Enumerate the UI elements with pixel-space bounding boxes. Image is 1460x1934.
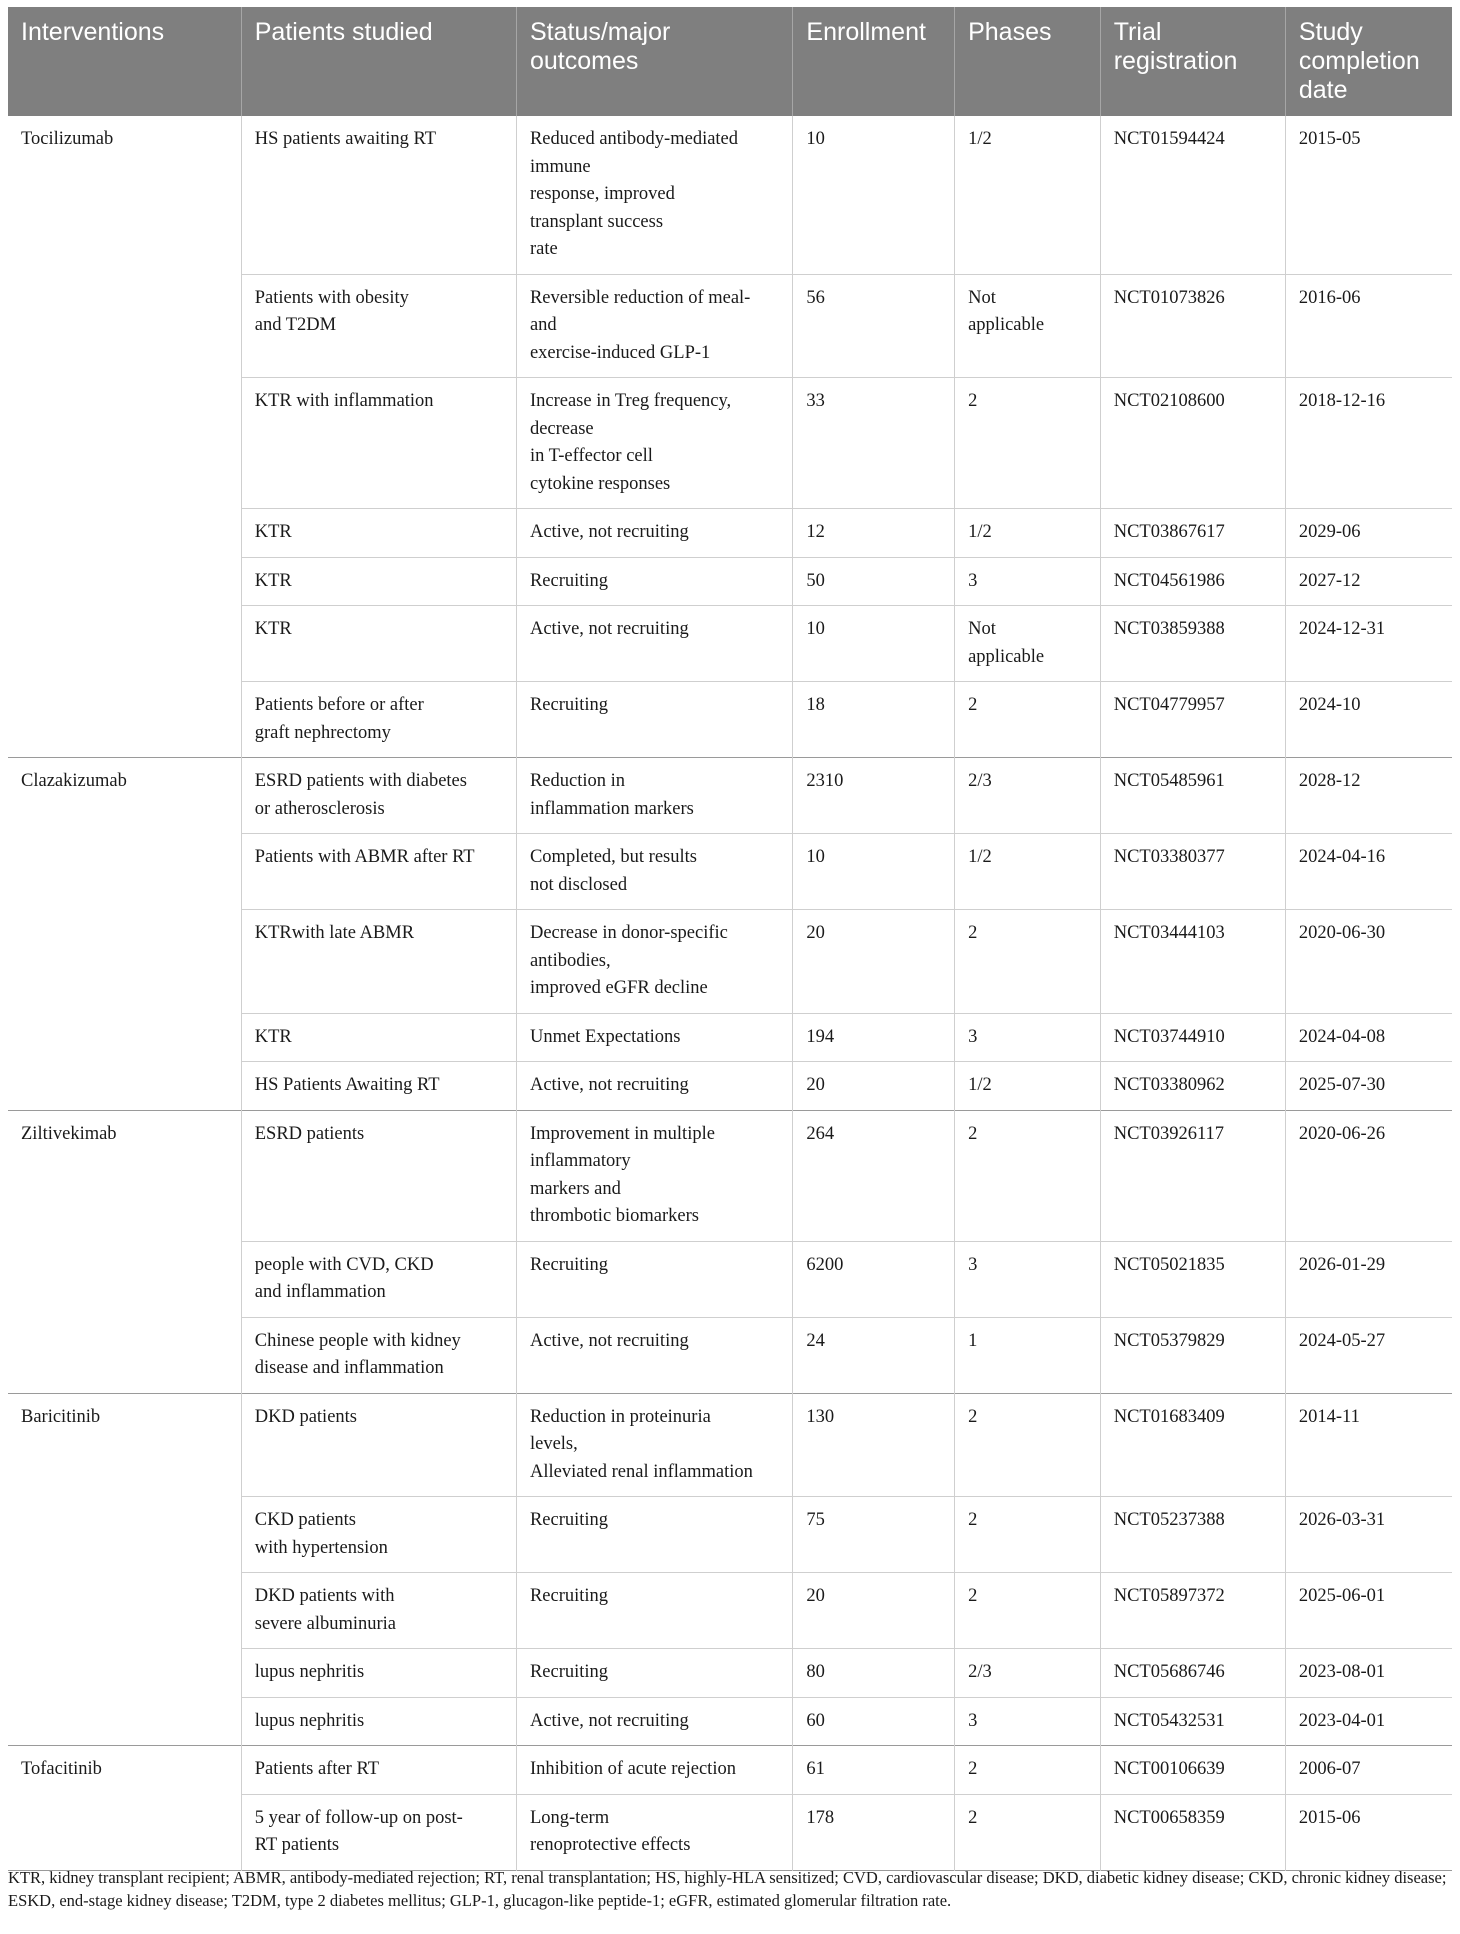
text-line: 1/2	[968, 129, 992, 149]
registration-cell: NCT05897372	[1100, 1573, 1285, 1649]
patients-cell	[241, 1062, 516, 1111]
text-line: Interventions	[21, 18, 165, 46]
patients-cell	[241, 116, 516, 274]
patients-cell	[241, 557, 516, 606]
phases-cell	[955, 1697, 1101, 1746]
completion-date-cell: 2016-06	[1285, 274, 1452, 378]
text-line: Long-term	[529, 1807, 610, 1828]
table-row	[8, 116, 1452, 274]
header-trial-registration	[1100, 7, 1285, 116]
text-line: Recruiting	[529, 570, 609, 591]
status-cell	[516, 1062, 792, 1111]
patients-cell	[241, 1393, 516, 1497]
phases-cell	[955, 682, 1101, 758]
enrollment-cell: 33	[793, 378, 955, 509]
completion-date-cell: 2025-07-30	[1285, 1062, 1452, 1111]
text-line: Phases	[968, 18, 1052, 46]
text-line: 3	[968, 570, 978, 591]
text-line: Study	[1298, 18, 1363, 46]
phases-cell	[955, 834, 1101, 910]
text-line: applicable	[968, 315, 1045, 335]
text-line: and	[529, 315, 557, 335]
text-line: ESRD patients with diabetes	[254, 771, 467, 791]
patients-cell	[241, 1697, 516, 1746]
completion-date-cell: 2018-12-16	[1285, 378, 1452, 509]
phases-cell	[955, 1794, 1101, 1870]
completion-date-cell: 2023-08-01	[1285, 1649, 1452, 1698]
text-line: Alleviated renal inflammation	[529, 1461, 753, 1482]
enrollment-cell: 12	[793, 509, 955, 558]
text-line: Chinese people with kidney	[254, 1330, 461, 1351]
text-line: Patients after RT	[254, 1759, 379, 1779]
text-line: Active, not recruiting	[529, 1330, 689, 1351]
text-line: Recruiting	[529, 1662, 609, 1682]
text-line: Not	[968, 619, 996, 639]
registration-cell: NCT05021835	[1100, 1241, 1285, 1317]
registration-cell: NCT01683409	[1100, 1393, 1285, 1497]
text-line: DKD patients	[254, 1406, 357, 1427]
registration-cell: NCT05432531	[1100, 1697, 1285, 1746]
phases-cell	[955, 1013, 1101, 1062]
text-line: KTR	[254, 1026, 292, 1047]
registration-cell: NCT01594424	[1100, 116, 1285, 274]
text-line: rate	[529, 239, 558, 259]
text-line: ESRD patients	[254, 1123, 365, 1144]
enrollment-cell: 10	[793, 116, 955, 274]
text-line: Decrease in donor-specific	[529, 923, 728, 943]
status-cell	[516, 1497, 792, 1573]
status-cell	[516, 1697, 792, 1746]
table-row	[8, 1110, 1452, 1241]
text-line: inflammation markers	[529, 798, 694, 819]
status-cell	[516, 682, 792, 758]
text-line: Active, not recruiting	[529, 1075, 689, 1095]
text-line: 1/2	[968, 522, 992, 542]
status-cell	[516, 758, 792, 834]
enrollment-cell: 20	[793, 1573, 955, 1649]
phases-cell	[955, 274, 1101, 378]
enrollment-cell: 24	[793, 1317, 955, 1393]
registration-cell: NCT05237388	[1100, 1497, 1285, 1573]
patients-cell	[241, 274, 516, 378]
text-line: Trial	[1113, 18, 1162, 46]
completion-date-cell: 2006-07	[1285, 1746, 1452, 1795]
text-line: graft nephrectomy	[254, 722, 391, 743]
enrollment-cell: 130	[793, 1393, 955, 1497]
status-cell	[516, 1393, 792, 1497]
text-line: in T-effector cell	[529, 446, 653, 466]
text-line: Not	[968, 287, 996, 308]
text-line: Reduced antibody-mediated	[529, 129, 739, 149]
phases-cell	[955, 378, 1101, 509]
text-line: Recruiting	[529, 695, 609, 715]
status-cell	[516, 116, 792, 274]
text-line: 2	[968, 1759, 978, 1779]
text-line: 3	[968, 1254, 978, 1275]
patients-cell	[241, 1497, 516, 1573]
header-patients-studied	[241, 7, 516, 116]
text-line: 2	[968, 1406, 978, 1427]
status-cell	[516, 274, 792, 378]
table-row	[8, 758, 1452, 834]
text-line: Active, not recruiting	[529, 619, 689, 639]
text-line: thrombotic biomarkers	[529, 1206, 699, 1226]
intervention-cell: Tofacitinib	[8, 1746, 241, 1871]
text-line: immune	[529, 156, 591, 177]
patients-cell	[241, 1241, 516, 1317]
phases-cell	[955, 606, 1101, 682]
registration-cell: NCT01073826	[1100, 274, 1285, 378]
registration-cell: NCT05379829	[1100, 1317, 1285, 1393]
status-cell	[516, 1317, 792, 1393]
registration-cell: NCT03380377	[1100, 834, 1285, 910]
registration-cell: NCT03444103	[1100, 910, 1285, 1014]
text-line: Inhibition of acute rejection	[529, 1759, 736, 1779]
text-line: Recruiting	[529, 1510, 609, 1530]
completion-date-cell: 2026-03-31	[1285, 1497, 1452, 1573]
text-line: or atherosclerosis	[254, 798, 385, 819]
clinical-trials-table	[8, 7, 1452, 1871]
enrollment-cell: 6200	[793, 1241, 955, 1317]
text-line: response, improved	[529, 184, 675, 204]
text-line: Patients with obesity	[254, 287, 409, 308]
text-line: 2	[968, 1807, 978, 1828]
text-line: with hypertension	[254, 1537, 388, 1558]
text-line: applicable	[968, 646, 1045, 667]
text-line: Status/major	[529, 18, 671, 46]
patients-cell	[241, 758, 516, 834]
text-line: Patients studied	[254, 18, 433, 46]
intervention-cell: Tocilizumab	[21, 129, 114, 149]
intervention-cell: Ziltivekimab	[8, 1110, 241, 1393]
text-line: 2	[968, 923, 978, 943]
text-line: Active, not recruiting	[529, 522, 689, 542]
text-line: HS patients awaiting RT	[254, 129, 437, 149]
text-line: 2/3	[968, 1662, 992, 1682]
text-line: Reversible reduction of meal-	[529, 287, 751, 308]
text-line: CKD patients	[254, 1510, 356, 1530]
status-cell	[516, 1013, 792, 1062]
completion-date-cell: 2023-04-01	[1285, 1697, 1452, 1746]
table-row	[8, 1393, 1452, 1497]
table-footnote: KTR, kidney transplant recipient; ABMR, antibody-mediated rejection; RT, renal transplantation; HS, highly-HLA sensitized; CVD, cardiovascular disease; DKD, diabetic kidney disease; CKD, chronic kidney disease; ESKD, end-stage kidney disease; T2DM, type 2 diabetes mellitus; GLP-1, glucagon-like peptide-1; eGFR, estimated glomerular filtration rate.	[8, 1868, 1447, 1910]
text-line: RT patients	[254, 1835, 340, 1855]
phases-cell	[955, 1746, 1101, 1795]
text-line: inflammatory	[529, 1151, 631, 1171]
text-line: and T2DM	[254, 315, 337, 335]
status-cell	[516, 1649, 792, 1698]
patients-cell	[241, 1746, 516, 1795]
patients-cell	[241, 1794, 516, 1870]
text-line: date	[1298, 76, 1348, 104]
text-line: lupus nephritis	[254, 1662, 365, 1682]
phases-cell	[955, 1573, 1101, 1649]
header-interventions	[8, 7, 241, 116]
text-line: Patients before or after	[254, 695, 424, 715]
text-line: Patients with ABMR after RT	[254, 847, 475, 867]
text-line: 3	[968, 1026, 978, 1047]
completion-date-cell: 2026-01-29	[1285, 1241, 1452, 1317]
text-line: DKD patients with	[254, 1586, 395, 1606]
patients-cell	[241, 1110, 516, 1241]
text-line: antibodies,	[529, 950, 611, 971]
phases-cell	[955, 1393, 1101, 1497]
status-cell	[516, 834, 792, 910]
text-line: 2/3	[968, 771, 992, 791]
enrollment-cell: 18	[793, 682, 955, 758]
status-cell	[516, 1573, 792, 1649]
text-line: Increase in Treg frequency,	[529, 391, 732, 411]
text-line: registration	[1113, 47, 1238, 75]
completion-date-cell: 2024-10	[1285, 682, 1452, 758]
text-line: 2	[968, 1586, 978, 1606]
text-line: Completed, but results	[529, 847, 697, 867]
status-cell	[516, 378, 792, 509]
patients-cell	[241, 1649, 516, 1698]
completion-date-cell: 2024-12-31	[1285, 606, 1452, 682]
text-line: Unmet Expectations	[529, 1026, 681, 1047]
status-cell	[516, 910, 792, 1014]
enrollment-cell: 10	[793, 834, 955, 910]
phases-cell	[955, 1110, 1101, 1241]
text-line: markers and	[529, 1178, 621, 1199]
enrollment-cell: 10	[793, 606, 955, 682]
text-line: lupus nephritis	[254, 1710, 365, 1731]
patients-cell	[241, 606, 516, 682]
header-enrollment	[793, 7, 955, 116]
completion-date-cell: 2015-05	[1285, 116, 1452, 274]
completion-date-cell: 2029-06	[1285, 509, 1452, 558]
text-line: 2	[968, 1123, 978, 1144]
enrollment-cell: 178	[793, 1794, 955, 1870]
text-line: 3	[968, 1710, 978, 1731]
text-line: disease and inflammation	[254, 1358, 444, 1378]
header-study-completion-date	[1285, 7, 1452, 116]
status-cell	[516, 606, 792, 682]
text-line: Recruiting	[529, 1254, 609, 1275]
enrollment-cell: 56	[793, 274, 955, 378]
enrollment-cell: 2310	[793, 758, 955, 834]
phases-cell	[955, 1241, 1101, 1317]
status-cell	[516, 1746, 792, 1795]
patients-cell	[241, 910, 516, 1014]
text-line: Reduction in proteinuria	[529, 1406, 711, 1427]
text-line: improved eGFR decline	[529, 978, 708, 998]
enrollment-cell: 264	[793, 1110, 955, 1241]
phases-cell	[955, 1649, 1101, 1698]
phases-cell	[955, 758, 1101, 834]
patients-cell	[241, 1573, 516, 1649]
text-line: 2	[968, 1510, 978, 1530]
text-line: Enrollment	[806, 18, 926, 46]
status-cell	[516, 1241, 792, 1317]
patients-cell	[241, 1013, 516, 1062]
table-body	[8, 116, 1452, 1870]
registration-cell: NCT02108600	[1100, 378, 1285, 509]
text-line: HS Patients Awaiting RT	[254, 1075, 440, 1095]
registration-cell: NCT03867617	[1100, 509, 1285, 558]
registration-cell: NCT05686746	[1100, 1649, 1285, 1698]
text-line: 2	[968, 695, 978, 715]
phases-cell	[955, 557, 1101, 606]
patients-cell	[241, 509, 516, 558]
completion-date-cell: 2025-06-01	[1285, 1573, 1452, 1649]
text-line: cytokine responses	[529, 473, 671, 494]
text-line: renoprotective effects	[529, 1835, 691, 1855]
completion-date-cell: 2028-12	[1285, 758, 1452, 834]
phases-cell	[955, 116, 1101, 274]
text-line: 1	[968, 1330, 978, 1351]
completion-date-cell: 2024-05-27	[1285, 1317, 1452, 1393]
header-row	[8, 7, 1452, 116]
text-line: not disclosed	[529, 874, 628, 895]
patients-cell	[241, 1317, 516, 1393]
text-line: KTR	[254, 619, 292, 639]
completion-date-cell: 2027-12	[1285, 557, 1452, 606]
enrollment-cell: 20	[793, 1062, 955, 1111]
text-line: and inflammation	[254, 1282, 386, 1302]
header-status-outcomes	[516, 7, 792, 116]
completion-date-cell: 2024-04-08	[1285, 1013, 1452, 1062]
header-phases	[955, 7, 1101, 116]
text-line: decrease	[529, 418, 594, 439]
text-line: Improvement in multiple	[529, 1123, 715, 1144]
text-line: Active, not recruiting	[529, 1710, 689, 1731]
enrollment-cell: 61	[793, 1746, 955, 1795]
registration-cell: NCT03859388	[1100, 606, 1285, 682]
intervention-cell: Baricitinib	[8, 1393, 241, 1746]
status-cell	[516, 1794, 792, 1870]
patients-cell	[241, 682, 516, 758]
status-cell	[516, 557, 792, 606]
registration-cell: NCT05485961	[1100, 758, 1285, 834]
text-line: completion	[1298, 47, 1420, 75]
text-line: Reduction in	[529, 771, 626, 791]
completion-date-cell: 2020-06-26	[1285, 1110, 1452, 1241]
completion-date-cell: 2015-06	[1285, 1794, 1452, 1870]
completion-date-cell: 2024-04-16	[1285, 834, 1452, 910]
trials-table-container	[8, 7, 1452, 1871]
registration-cell: NCT00106639	[1100, 1746, 1285, 1795]
registration-cell: NCT04561986	[1100, 557, 1285, 606]
text-line: KTR with inflammation	[254, 391, 434, 411]
patients-cell	[241, 378, 516, 509]
enrollment-cell: 75	[793, 1497, 955, 1573]
text-line: KTRwith late ABMR	[254, 923, 415, 943]
completion-date-cell: 2020-06-30	[1285, 910, 1452, 1014]
enrollment-cell: 60	[793, 1697, 955, 1746]
table-row	[8, 1746, 1452, 1795]
status-cell	[516, 1110, 792, 1241]
text-line: KTR	[254, 570, 292, 591]
text-line: outcomes	[529, 47, 639, 75]
phases-cell	[955, 1497, 1101, 1573]
phases-cell	[955, 509, 1101, 558]
phases-cell	[955, 910, 1101, 1014]
text-line: people with CVD, CKD	[254, 1254, 434, 1275]
registration-cell: NCT03744910	[1100, 1013, 1285, 1062]
phases-cell	[955, 1317, 1101, 1393]
enrollment-cell: 50	[793, 557, 955, 606]
patients-cell	[241, 834, 516, 910]
text-line: transplant success	[529, 211, 664, 232]
enrollment-cell: 80	[793, 1649, 955, 1698]
text-line: 2	[968, 391, 978, 411]
registration-cell: NCT03380962	[1100, 1062, 1285, 1111]
completion-date-cell: 2014-11	[1285, 1393, 1452, 1497]
registration-cell: NCT04779957	[1100, 682, 1285, 758]
text-line: exercise-induced GLP-1	[529, 342, 711, 363]
text-line: 5 year of follow-up on post-	[254, 1807, 463, 1828]
enrollment-cell: 20	[793, 910, 955, 1014]
intervention-cell: Clazakizumab	[8, 758, 241, 1111]
enrollment-cell: 194	[793, 1013, 955, 1062]
registration-cell: NCT00658359	[1100, 1794, 1285, 1870]
registration-cell: NCT03926117	[1100, 1110, 1285, 1241]
text-line: KTR	[254, 522, 292, 542]
status-cell	[516, 509, 792, 558]
text-line: 1/2	[968, 847, 992, 867]
text-line: severe albuminuria	[254, 1613, 397, 1634]
text-line: Recruiting	[529, 1586, 609, 1606]
text-line: 1/2	[968, 1075, 992, 1095]
text-line: levels,	[529, 1434, 578, 1454]
phases-cell	[955, 1062, 1101, 1111]
